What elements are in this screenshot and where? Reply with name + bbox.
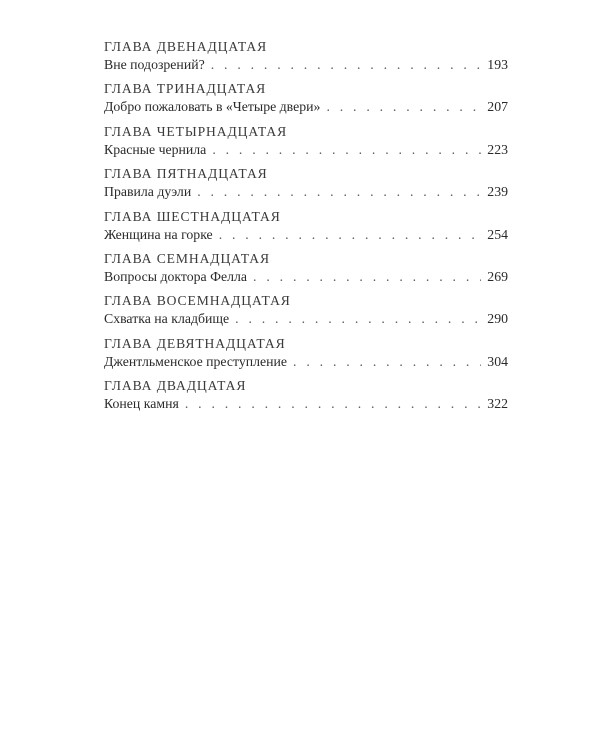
- table-of-contents: [104, 38, 508, 420]
- chapter-heading: ГЛАВА ТРИНАДЦАТАЯ: [104, 81, 267, 97]
- chapter-title: Вопросы доктора Фелла: [104, 268, 248, 284]
- toc-line[interactable]: [104, 141, 508, 159]
- page-number: 304: [487, 353, 508, 369]
- chapter-title: Джентльменское преступление: [104, 353, 288, 369]
- page-number: 269: [487, 268, 508, 284]
- toc-entry: [104, 38, 508, 80]
- toc-line[interactable]: [104, 226, 508, 244]
- toc-line[interactable]: [104, 56, 508, 74]
- chapter-heading: ГЛАВА ПЯТНАДЦАТАЯ: [104, 166, 268, 182]
- dot-leader: [253, 268, 481, 286]
- toc-line[interactable]: [104, 353, 508, 371]
- chapter-heading: ГЛАВА ДВЕНАДЦАТАЯ: [104, 39, 268, 54]
- chapter-heading: ГЛАВА СЕМНАДЦАТАЯ: [104, 250, 270, 266]
- dot-leader: [185, 395, 481, 413]
- chapter-title: Правила дуэли: [104, 184, 192, 200]
- toc-entry: [104, 80, 508, 122]
- toc-line[interactable]: [104, 98, 508, 116]
- chapter-title: Красные чернила: [104, 141, 207, 157]
- page-number: 254: [487, 226, 508, 242]
- toc-line[interactable]: [104, 395, 508, 413]
- chapter-title: Добро пожаловать в «Четыре двери»: [104, 99, 321, 115]
- toc-entry: [104, 335, 508, 377]
- page-number: 223: [487, 141, 508, 157]
- page-number: 207: [487, 99, 508, 115]
- toc-line[interactable]: [104, 183, 508, 201]
- dot-leader: [219, 226, 482, 244]
- dot-leader: [326, 98, 481, 116]
- page-number: 322: [487, 396, 508, 412]
- toc-line[interactable]: [104, 268, 508, 286]
- page-number: 290: [487, 311, 508, 327]
- page-number: 193: [487, 57, 508, 72]
- chapter-title: Конец камня: [104, 396, 179, 412]
- chapter-heading: ГЛАВА ДЕВЯТНАДЦАТАЯ: [104, 335, 286, 351]
- dot-leader: [197, 183, 481, 201]
- chapter-heading: ГЛАВА ЧЕТЫРНАДЦАТАЯ: [104, 123, 288, 139]
- chapter-heading: ГЛАВА ШЕСТНАДЦАТАЯ: [104, 208, 281, 224]
- toc-entry: [104, 165, 508, 207]
- toc-entry: [104, 123, 508, 165]
- dot-leader: [211, 56, 482, 74]
- chapter-heading: ГЛАВА ДВАДЦАТАЯ: [104, 378, 247, 394]
- toc-line[interactable]: [104, 310, 508, 328]
- toc-entry: [104, 377, 508, 419]
- toc-entry: [104, 292, 508, 334]
- dot-leader: [293, 353, 481, 371]
- chapter-title: Схватка на кладбище: [104, 311, 230, 327]
- dot-leader: [212, 141, 481, 159]
- dot-leader: [235, 310, 481, 328]
- chapter-title: Женщина на горке: [104, 226, 213, 242]
- chapter-title: Вне подозрений?: [104, 57, 205, 72]
- page-number: 239: [487, 184, 508, 200]
- toc-entry: [104, 250, 508, 292]
- toc-entry: [104, 208, 508, 250]
- chapter-heading: ГЛАВА ВОСЕМНАДЦАТАЯ: [104, 293, 291, 309]
